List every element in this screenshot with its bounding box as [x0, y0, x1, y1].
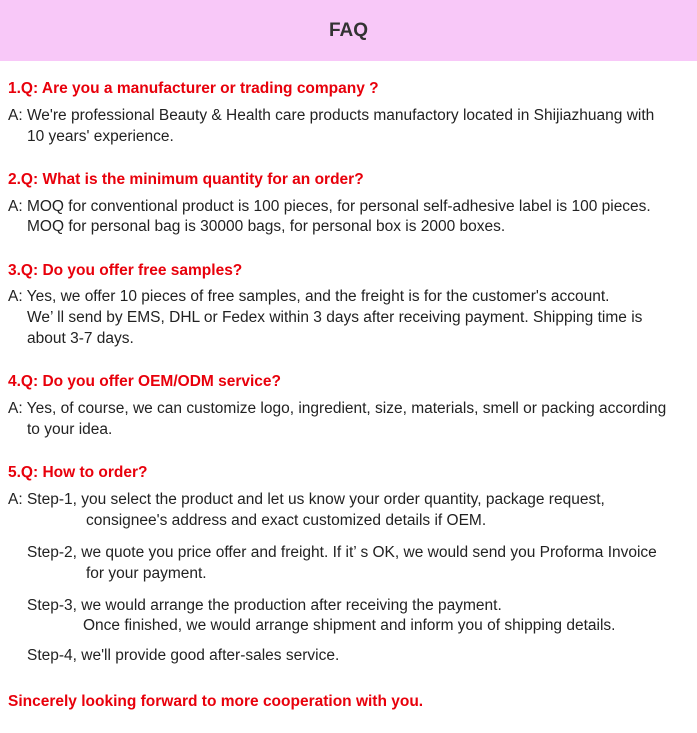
faq-question-4: 4.Q: Do you offer OEM/ODM service?	[8, 373, 282, 390]
faq-question-2: 2.Q: What is the minimum quantity for an order?	[8, 171, 364, 188]
faq-answer-3-line-3: about 3-7 days.	[27, 330, 134, 347]
faq-answer-5-step-2: Step-2, we quote you price offer and freight. If it’ s OK, we would send you Proforma Invoice	[27, 544, 657, 561]
faq-question-3: 3.Q: Do you offer free samples?	[8, 262, 243, 279]
page-title: FAQ	[328, 20, 369, 41]
faq-question-1: 1.Q: Are you a manufacturer or trading company ?	[8, 80, 379, 97]
faq-answer-5-step-3-cont: Once finished, we would arrange shipment and inform you of shipping details.	[83, 617, 616, 634]
faq-answer-5-step-3: Step-3, we would arrange the production after receiving the payment.	[27, 597, 502, 614]
faq-header-banner	[0, 0, 697, 61]
faq-answer-3-line-2: We’ ll send by EMS, DHL or Fedex within 3 days after receiving payment. Shipping time is	[27, 309, 643, 326]
faq-answer-4-line-2: to your idea.	[27, 421, 113, 438]
faq-answer-5-step-1-cont: consignee's address and exact customized details if OEM.	[86, 512, 487, 529]
faq-answer-5-step-1: A: Step-1, you select the product and let us know your order quantity, package request,	[8, 491, 605, 508]
faq-answer-2-line-1: A: MOQ for conventional product is 100 pieces, for personal self-adhesive label is 100 pieces.	[8, 198, 651, 215]
faq-answer-1-line-2: 10 years' experience.	[27, 128, 174, 145]
faq-answer-4-line-1: A: Yes, of course, we can customize logo, ingredient, size, materials, smell or packing according	[8, 400, 667, 417]
faq-answer-3-line-1: A: Yes, we offer 10 pieces of free samples, and the freight is for the customer's account.	[8, 288, 610, 305]
faq-answer-2-line-2: MOQ for personal bag is 30000 bags, for personal box is 2000 boxes.	[27, 218, 506, 235]
closing-message: Sincerely looking forward to more cooperation with you.	[8, 693, 424, 710]
faq-answer-1-line-1: A: We're professional Beauty & Health care products manufactory located in Shijiazhuang with	[8, 107, 655, 124]
faq-answer-5-step-4: Step-4, we'll provide good after-sales service.	[27, 647, 340, 664]
faq-answer-5-step-2-cont: for your payment.	[86, 565, 207, 582]
faq-question-5: 5.Q: How to order?	[8, 464, 148, 481]
